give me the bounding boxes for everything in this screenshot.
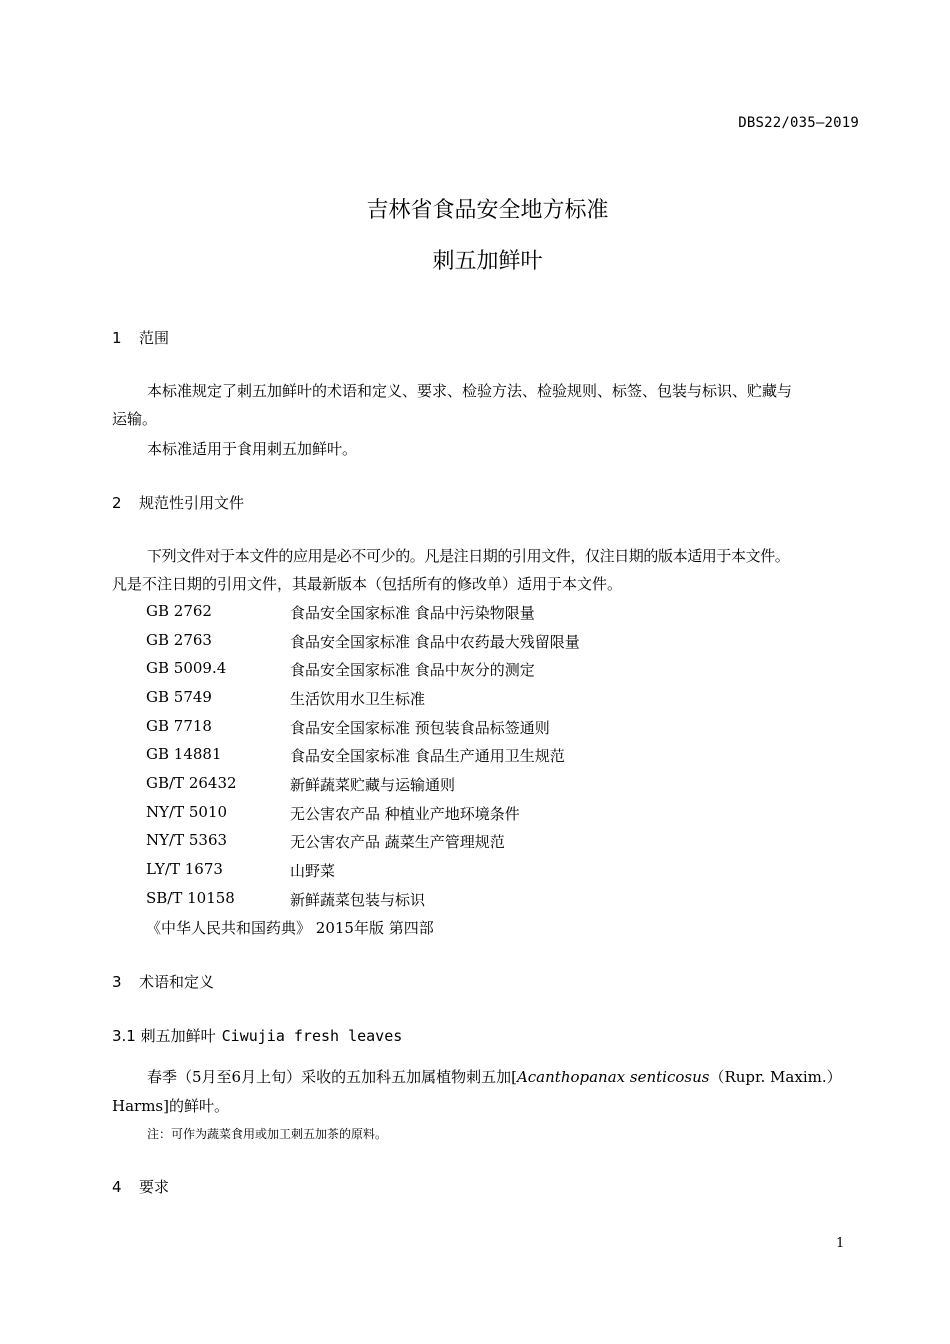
subsection-number: 3.1 [112,1027,136,1045]
section-number: 4 [112,1178,122,1196]
reference-title: 食品安全国家标准 食品中灰分的测定 [290,661,535,679]
reference-title: 无公害农产品 种植业产地环境条件 [290,805,520,823]
reference-title: 食品安全国家标准 预包装食品标签通则 [290,719,550,737]
section-1-paragraph-1-cont: 运输。 [112,410,158,428]
document-number: DBS22/035—2019 [738,115,859,131]
reference-code: LY/T 1673 [146,860,223,878]
document-subtitle: 刺五加鲜叶 [432,249,543,274]
reference-title: 新鲜蔬菜包装与标识 [290,891,426,909]
reference-code: GB 2762 [146,602,212,620]
reference-code: GB 7718 [146,717,212,735]
section-2-paragraph-1: 下列文件对于本文件的应用是必不可少的。凡是注日期的引用文件，仅注日期的版本适用于本文件。 [147,547,790,565]
definition-text-cont: Harms]的鲜叶。 [112,1097,229,1115]
reference-code: SB/T 10158 [146,889,235,907]
section-1-paragraph-1: 本标准规定了刺五加鲜叶的术语和定义、要求、检验方法、检验规则、标签、包装与标识、贮藏与 [147,382,793,400]
section-1-heading [112,327,169,348]
reference-title: 无公害农产品 蔬菜生产管理规范 [290,833,505,851]
reference-title: 新鲜蔬菜贮藏与运输通则 [290,776,456,794]
section-3-heading [112,971,214,992]
section-number: 2 [112,494,122,512]
section-title: 要求 [139,1178,170,1196]
definition-part: （Rupr. Maxim.） [709,1068,842,1086]
reference-code: GB/T 26432 [146,774,237,792]
reference-code: GB 5009.4 [146,659,227,677]
reference-code: GB 2763 [146,631,212,649]
section-number: 3 [112,973,122,991]
section-2-paragraph-1-cont: 凡是不注日期的引用文件，其最新版本（包括所有的修改单）适用于本文件。 [112,575,623,593]
document-title: 吉林省食品安全地方标准 [366,198,609,223]
reference-title: 食品安全国家标准 食品生产通用卫生规范 [290,747,565,765]
reference-title: 山野菜 [290,862,336,880]
reference-code: NY/T 5010 [146,803,228,821]
section-title: 术语和定义 [139,973,215,991]
reference-title: 食品安全国家标准 食品中农药最大残留限量 [290,633,580,651]
reference-code: NY/T 5363 [146,831,228,849]
reference-title: 生活饮用水卫生标准 [290,690,426,708]
subsection-title-en: Ciwujia fresh leaves [221,1027,403,1045]
section-title: 规范性引用文件 [139,494,245,512]
subsection-3-1-heading [112,1025,402,1046]
subsection-title-cn: 刺五加鲜叶 [140,1027,216,1045]
definition-text [147,1066,842,1087]
reference-pharmacopoeia: 《中华人民共和国药典》 2015年版 第四部 [146,919,434,937]
reference-code: GB 14881 [146,745,222,763]
section-2-heading [112,492,244,513]
section-number: 1 [112,329,122,347]
section-1-paragraph-2: 本标准适用于食用刺五加鲜叶。 [147,440,358,458]
reference-title: 食品安全国家标准 食品中污染物限量 [290,604,535,622]
definition-part: 春季（5月至6月上旬）采收的五加科五加属植物刺五加[ [147,1068,517,1086]
section-title: 范围 [139,329,170,347]
section-4-heading [112,1176,169,1197]
page-number: 1 [836,1236,845,1251]
reference-code: GB 5749 [146,688,212,706]
definition-note: 注：可作为蔬菜食用或加工刺五加茶的原料。 [147,1127,388,1141]
latin-name: Acanthopanax senticosus [516,1068,710,1086]
